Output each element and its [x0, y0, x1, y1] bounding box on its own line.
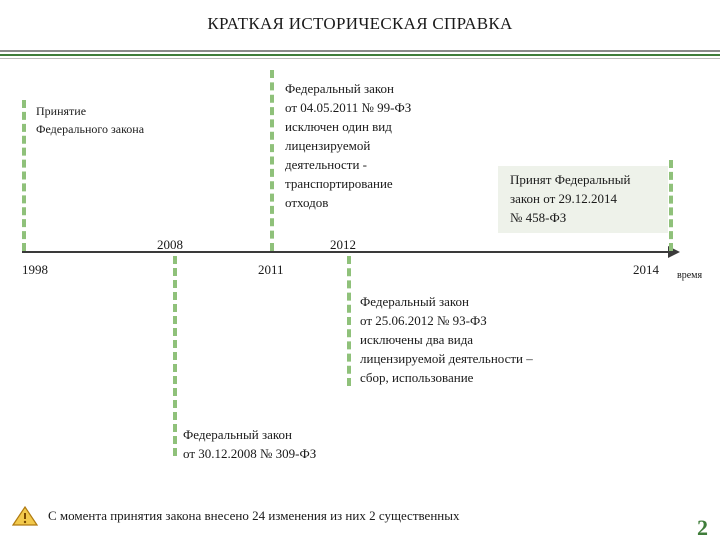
event-2011-line: отходов	[285, 195, 329, 210]
marker-2008	[173, 256, 177, 456]
event-2014-box	[498, 166, 668, 233]
header-rule-light	[0, 58, 720, 59]
event-1998-text	[36, 102, 144, 138]
event-2012-line: исключены два вида	[360, 332, 474, 347]
marker-2011	[270, 70, 274, 251]
year-2008: 2008	[157, 237, 183, 252]
event-2011-line: деятельности -	[285, 157, 367, 172]
event-2012-line: лицензируемой деятельности –	[360, 351, 533, 366]
event-2011-line: Федеральный закон	[285, 81, 394, 96]
year-2014: 2014	[633, 262, 659, 277]
event-2011-text	[285, 79, 411, 212]
marker-2014	[669, 160, 673, 251]
page-title: КРАТКАЯ ИСТОРИЧЕСКАЯ СПРАВКА	[207, 14, 513, 33]
event-2012-line: Федеральный закон	[360, 294, 469, 309]
axis-label-time: время	[677, 270, 703, 281]
marker-1998	[22, 100, 26, 251]
event-2008-text	[183, 425, 316, 463]
event-2011-line: от 04.05.2011 № 99-ФЗ	[285, 100, 412, 115]
warning-icon	[12, 506, 38, 526]
marker-2012	[347, 256, 351, 386]
event-2008-line: Федеральный закон	[183, 427, 292, 442]
event-2012-text	[360, 292, 533, 387]
event-2012-line: от 25.06.2012 № 93-ФЗ	[360, 313, 487, 328]
event-1998-line: Федерального закона	[36, 122, 145, 136]
event-2011-line: лицензируемой	[285, 138, 371, 153]
year-2012: 2012	[330, 237, 356, 252]
footer-note: С момента принятия закона внесено 24 изменения из них 2 существенных	[48, 508, 460, 523]
page-number: 2	[697, 515, 708, 540]
event-1998-line: Принятие	[36, 104, 87, 118]
event-2011-line: транспортирование	[285, 176, 393, 191]
year-2011: 2011	[258, 262, 284, 277]
event-2011-line: исключен один вид	[285, 119, 392, 134]
year-1998: 1998	[22, 262, 48, 277]
event-2012-line: сбор, использование	[360, 370, 474, 385]
header-rule-gray	[0, 50, 720, 52]
event-2014-line: закон от 29.12.2014	[510, 191, 618, 206]
event-2008-line: от 30.12.2008 № 309-ФЗ	[183, 446, 317, 461]
event-2014-line: № 458-ФЗ	[510, 210, 567, 225]
event-2014-line: Принят Федеральный	[510, 172, 631, 187]
header-rule-green	[0, 54, 720, 56]
